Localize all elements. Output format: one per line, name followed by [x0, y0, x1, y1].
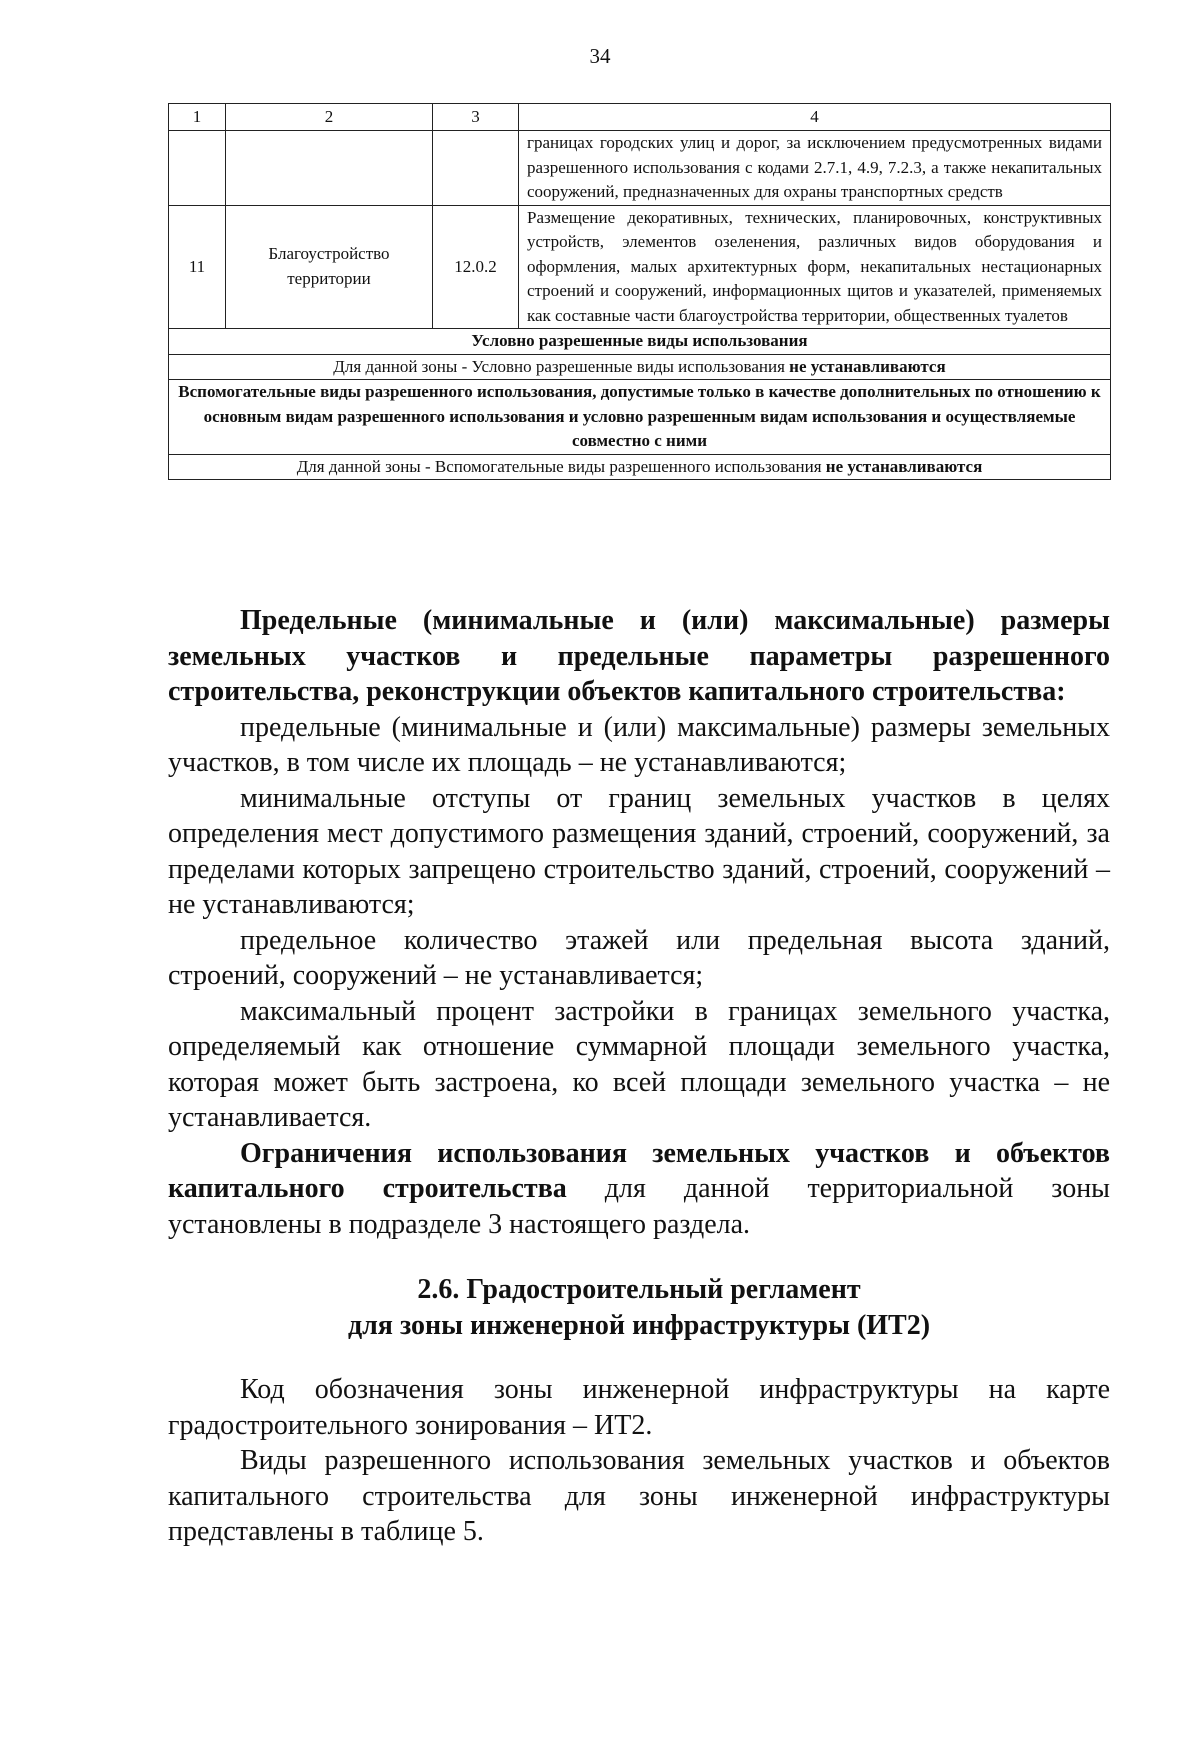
row-description: Размещение декоративных, технических, планировочных, конструктивных устройств, элементов озеленения, различных видов оборудования и оформления, малых архитектурных форм, некапитальных нестационарных строений и сооружений, информационных щитов и указателей, применяемых как составные части благоустройства территории, общественных туалетов — [519, 205, 1111, 329]
regulation-table — [168, 103, 1111, 480]
body-text — [168, 603, 1110, 1242]
auxiliary-uses-header: Вспомогательные виды разрешенного использования, допустимые только в качестве дополнительных по отношению к основным видам разрешенного использования и условно разрешенным видам использования и осуществляемые совместно с ними — [169, 380, 1111, 455]
paragraph: максимальный процент застройки в границах земельного участка, определяемый как отношение суммарной площади земельного участка, которая может быть застроена, ко всей площади земельного участка – не устанавливается. — [168, 995, 1110, 1133]
paragraph: Ограничения использования земельных участков и объектов капитального строительства для данной территориальной зоны установлены в подразделе 3 настоящего раздела. — [168, 1137, 1110, 1240]
conditional-uses-header: Условно разрешенные виды использования — [169, 329, 1111, 355]
column-header-2: 2 — [226, 104, 433, 131]
conditional-uses-row — [169, 354, 1111, 380]
section-title: 2.6. Градостроительный регламент для зоны инженерной инфраструктуры (ИТ2) — [347, 1274, 931, 1341]
page-number: 34 — [589, 44, 611, 68]
row-number: 11 — [169, 205, 226, 329]
table-row — [169, 205, 1111, 329]
paragraph: Виды разрешенного использования земельных участков и объектов капитального строительства для зоны инженерной инфраструктуры представлены в таблице 5. — [168, 1445, 1110, 1547]
table-header-row — [169, 104, 1111, 131]
column-header-3: 3 — [433, 104, 519, 131]
column-header-1: 1 — [169, 104, 226, 131]
paragraph: предельные (минимальные и (или) максимальные) размеры земельных участков, в том числе их площадь – не устанавливаются; — [168, 711, 1110, 778]
section-text — [168, 1372, 1110, 1550]
parameters-heading: Предельные (минимальные и (или) максимальные) размеры земельных участков и предельные параметры разрешенного строительства, реконструкции объектов капитального строительства: — [168, 605, 1110, 707]
table-row — [169, 131, 1111, 206]
conditional-uses-header-row — [169, 329, 1111, 355]
auxiliary-uses-note: Для данной зоны - Вспомогательные виды разрешенного использования не устанавливаются — [169, 454, 1111, 480]
row-code: 12.0.2 — [433, 205, 519, 329]
row-description: границах городских улиц и дорог, за исключением предусмотренных видами разрешенного использования с кодами 2.7.1, 4.9, 7.2.3, а также некапитальных сооружений, предназначенных для охраны транспортных средств — [519, 131, 1111, 206]
auxiliary-uses-header-row — [169, 380, 1111, 455]
column-header-4: 4 — [519, 104, 1111, 131]
paragraph: Код обозначения зоны инженерной инфраструктуры на карте градостроительного зонирования – ИТ2. — [168, 1374, 1110, 1441]
paragraph: минимальные отступы от границ земельных участков в целях определения мест допустимого размещения зданий, строений, сооружений, за пределами которых запрещено строительство зданий, строений, сооружений – не устанавливаются; — [168, 782, 1110, 920]
auxiliary-uses-row — [169, 454, 1111, 480]
row-name: Благоустройство территории — [226, 205, 433, 329]
conditional-uses-note: Для данной зоны - Условно разрешенные виды использования не устанавливаются — [169, 354, 1111, 380]
paragraph: предельное количество этажей или предельная высота зданий, строений, сооружений – не устанавливается; — [168, 924, 1110, 991]
